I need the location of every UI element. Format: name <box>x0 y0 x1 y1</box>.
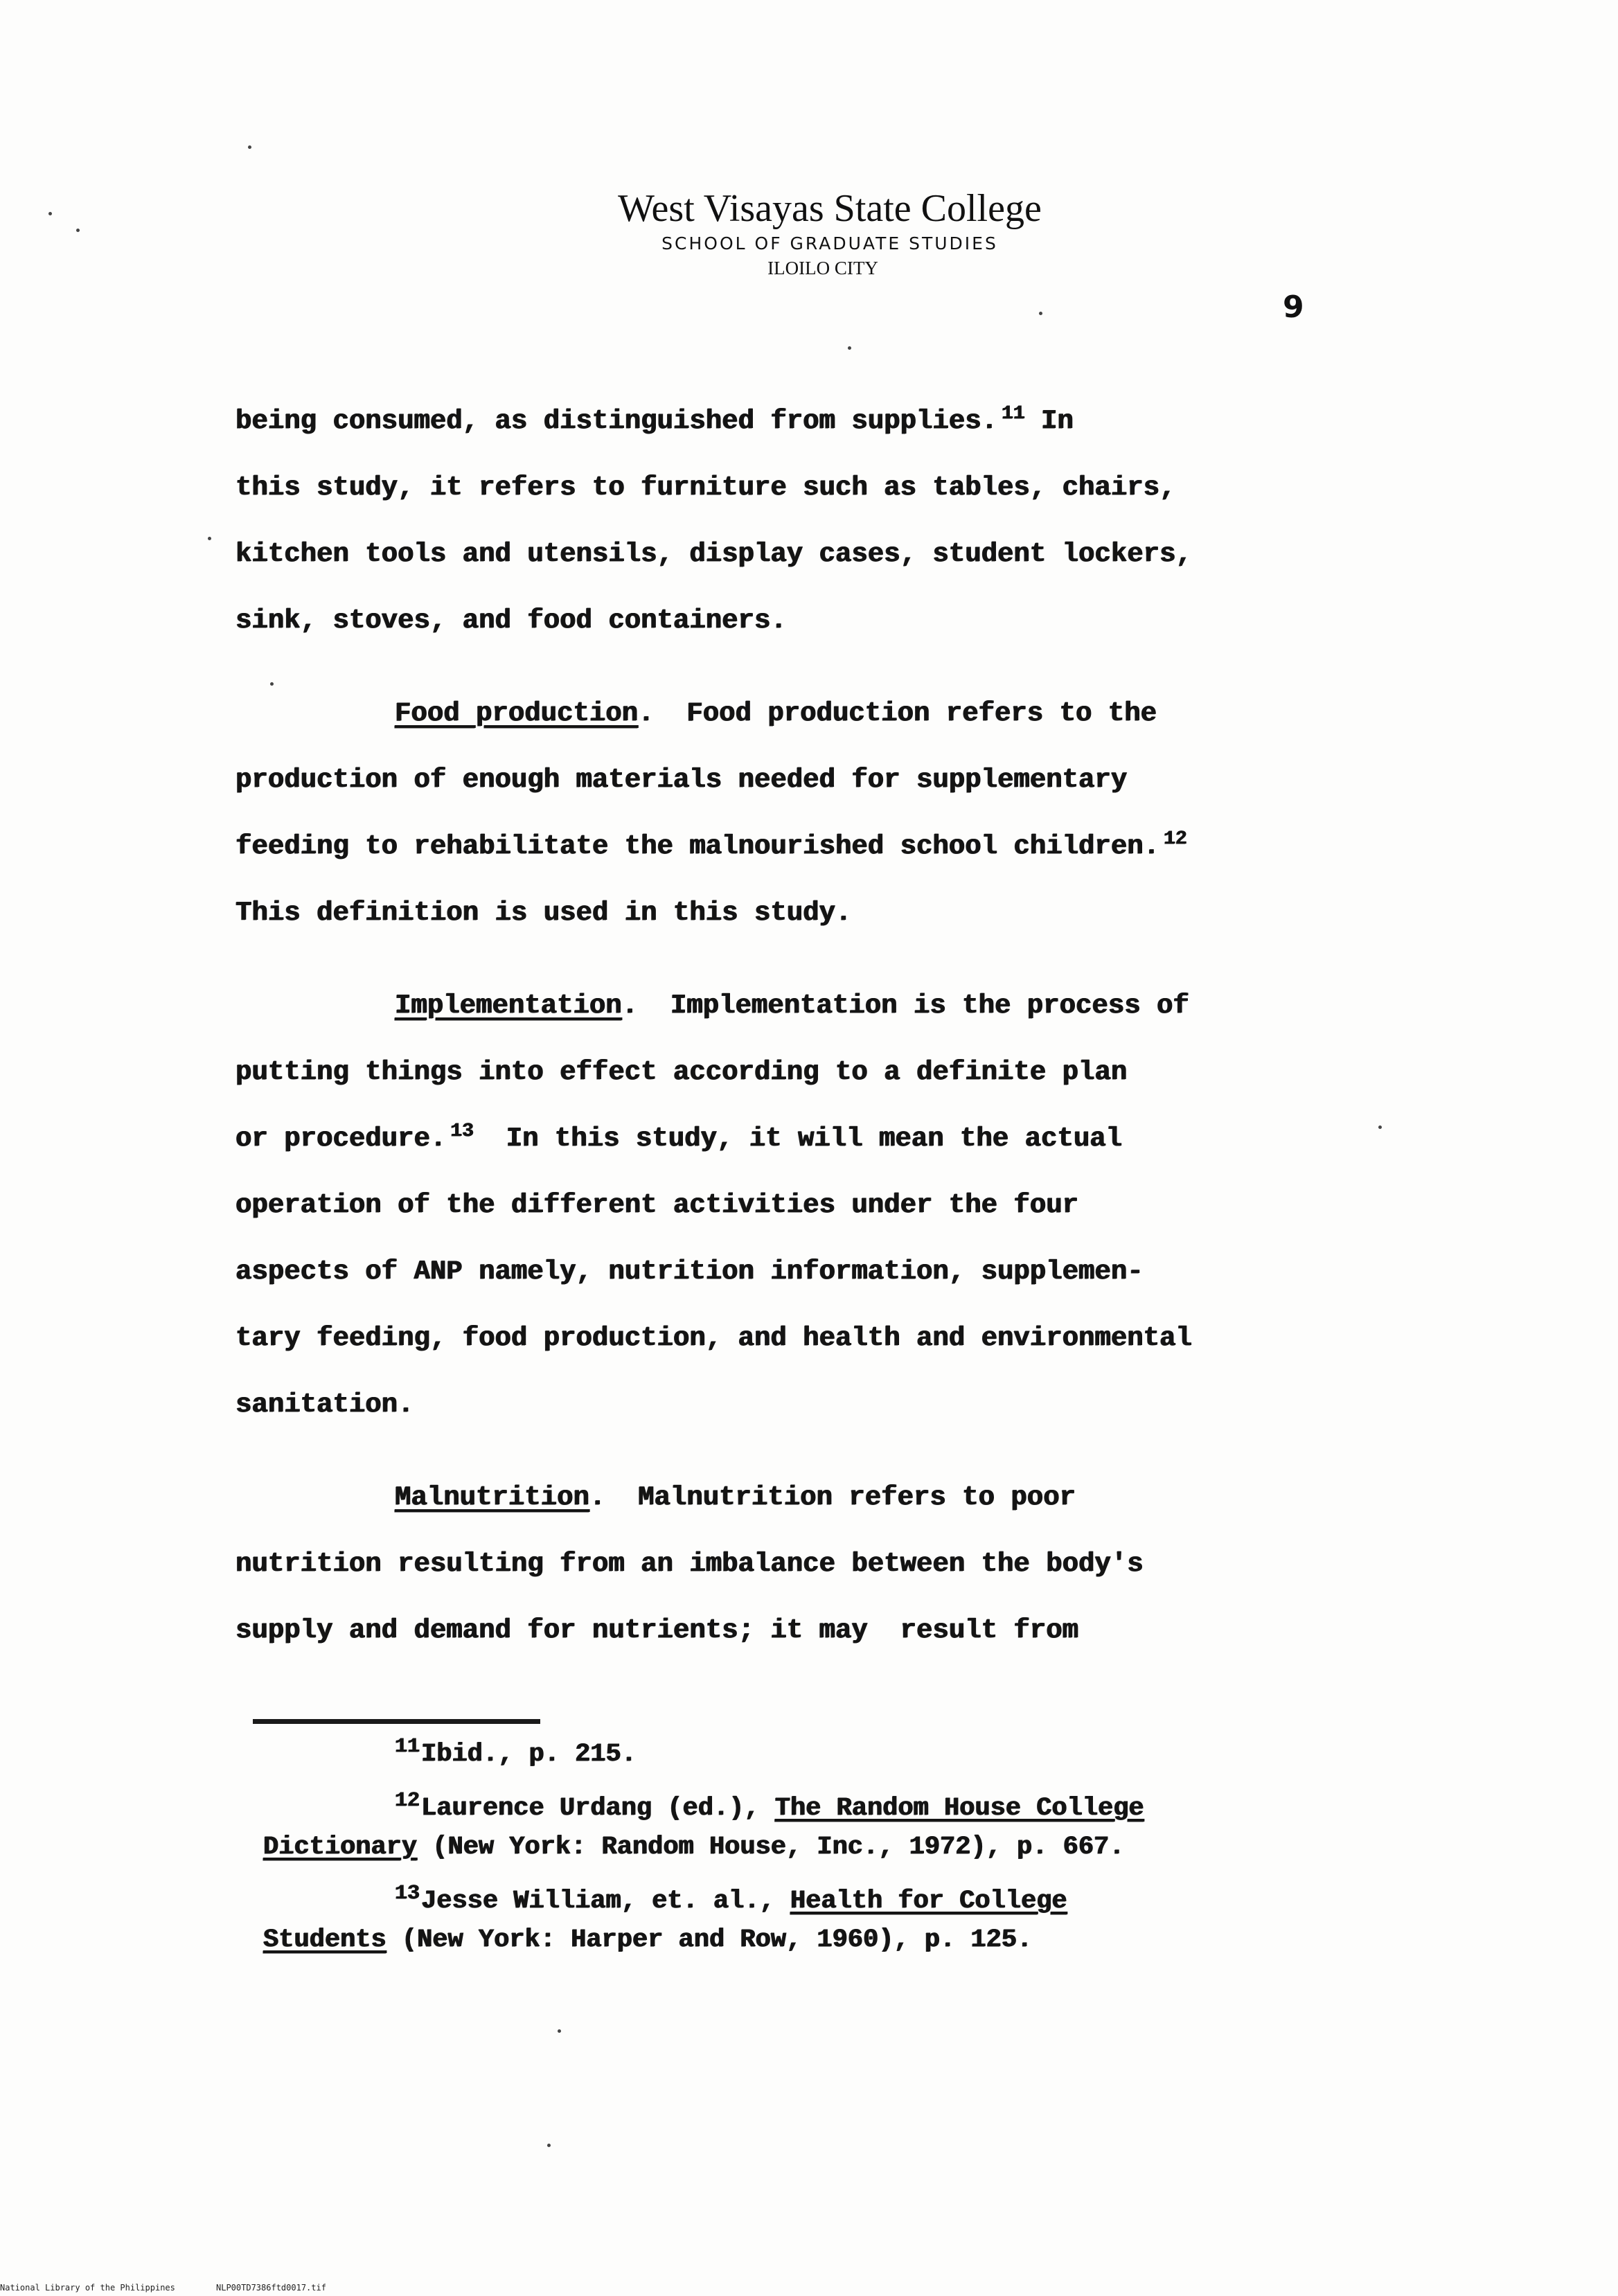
paragraph-gap <box>235 946 1413 972</box>
letterhead <box>0 186 1618 280</box>
cited-title: Health for College <box>790 1887 1067 1916</box>
footnote-text: Laurence Urdang (ed.), <box>421 1794 775 1823</box>
text-fragment: or procedure. <box>235 1123 447 1154</box>
library-credit: National Library of the Philippines <box>0 2283 175 2293</box>
footnote-12 <box>249 1789 1427 1828</box>
footnote-ref-11: 11 <box>1001 403 1025 425</box>
text-fragment: feeding to rehabilitate the malnourished school children. <box>235 831 1160 862</box>
text-line: this study, it refers to furniture such as tables, chairs, <box>235 472 1176 503</box>
file-id: NLP00TD7386ftd0017.tif <box>216 2283 326 2293</box>
scan-speck <box>1378 1125 1382 1129</box>
text-line <box>235 388 1413 454</box>
text-line <box>235 1105 1413 1172</box>
page-number: 9 <box>1283 290 1304 325</box>
text-line: supply and demand for nutrients; it may result from <box>235 1615 1078 1646</box>
footnote-ref-13: 13 <box>450 1121 474 1142</box>
text-fragment: . Malnutrition refers to poor <box>589 1482 1076 1513</box>
footnote-text: Jesse William, et. al., <box>421 1887 790 1916</box>
text-fragment: . Food production refers to the <box>638 698 1157 729</box>
text-line: This definition is used in this study. <box>235 898 852 928</box>
text-fragment: being consumed, as distinguished from supplies. <box>235 406 997 436</box>
text-fragment: In <box>1024 406 1074 436</box>
footnote-13 <box>249 1882 1427 1921</box>
scan-speck <box>558 2029 561 2033</box>
text-fragment: In this study, it will mean the actual <box>473 1123 1123 1154</box>
cited-title: Students <box>263 1925 386 1955</box>
footnote-ref-12: 12 <box>1164 828 1187 850</box>
institution-name: West Visayas State College <box>618 187 1042 230</box>
defined-term-malnutrition: Malnutrition <box>395 1482 589 1513</box>
cited-title: The Random House College <box>774 1794 1144 1823</box>
cited-title: Dictionary <box>263 1833 418 1862</box>
footnote-number: 12 <box>395 1788 420 1813</box>
body-text <box>235 388 1413 1664</box>
scan-speck <box>48 212 52 215</box>
footnote-text: (New York: Random House, Inc., 1972), p. 667. <box>417 1833 1125 1862</box>
footnote-separator <box>253 1719 540 1724</box>
text-line: kitchen tools and utensils, display cases, student lockers, <box>235 539 1192 569</box>
text-line <box>235 813 1413 880</box>
scan-speck <box>270 682 274 686</box>
scan-speck <box>547 2144 551 2147</box>
scan-speck <box>848 346 851 350</box>
text-fragment: . Implementation is the process of <box>621 990 1189 1021</box>
text-line: sink, stoves, and food containers. <box>235 605 787 636</box>
text-line: nutrition resulting from an imbalance between the body's <box>235 1549 1144 1579</box>
school-name: SCHOOL OF GRADUATE STUDIES <box>661 233 998 253</box>
text-line: operation of the different activities under the four <box>235 1190 1078 1220</box>
footnote-gap <box>249 1774 1427 1789</box>
paragraph-gap <box>235 654 1413 680</box>
text-line: tary feeding, food production, and health and environmental <box>235 1323 1192 1353</box>
defined-term-implementation: Implementation <box>395 990 622 1021</box>
footnote-11 <box>249 1735 1427 1774</box>
text-line <box>235 1464 1413 1531</box>
footnote-number: 11 <box>395 1734 420 1759</box>
text-line: aspects of ANP namely, nutrition information, supplemen- <box>235 1256 1144 1287</box>
scan-speck <box>248 145 251 149</box>
scan-speck <box>208 537 211 540</box>
text-line: putting things into effect according to a definite plan <box>235 1057 1128 1087</box>
paragraph-gap <box>235 1438 1413 1464</box>
defined-term-food-production: Food production <box>395 698 639 729</box>
text-line <box>235 680 1413 747</box>
footnotes <box>249 1735 1427 1959</box>
footnote-number: 13 <box>395 1881 420 1905</box>
footnote-text: Ibid., p. 215. <box>421 1740 637 1769</box>
scan-speck <box>1039 312 1042 315</box>
city-name: ILOILO CITY <box>767 258 878 278</box>
footnote-13-continued <box>249 1921 1427 1959</box>
text-line: production of enough materials needed for supplementary <box>235 765 1128 795</box>
text-line: sanitation. <box>235 1389 414 1420</box>
footnote-12-continued <box>249 1828 1427 1867</box>
scan-speck <box>76 229 80 232</box>
footnote-gap <box>249 1867 1427 1882</box>
text-line <box>235 972 1413 1039</box>
footnote-text: (New York: Harper and Row, 1960), p. 125. <box>386 1925 1033 1955</box>
